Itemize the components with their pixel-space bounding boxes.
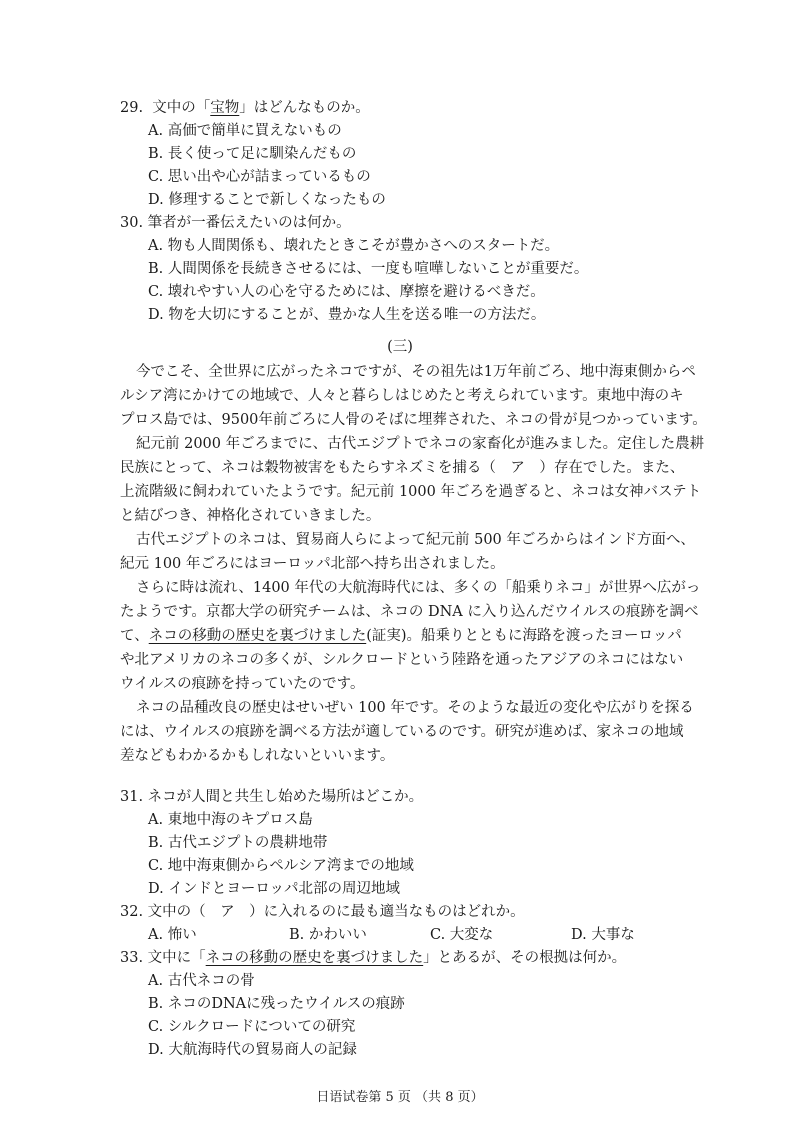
question-text: 」はどんなものか。 [239, 100, 370, 116]
question-29 [120, 98, 370, 118]
passage-line: 上流階級に飼われていたようです。紀元前 1000 年ごろを過ぎると、ネコは女神バステト [120, 484, 702, 500]
option-31b[interactable]: B. 古代エジプトの農耕地帯 [148, 835, 328, 851]
option-30c[interactable]: C. 壊れやすい人の心を守るためには、摩擦を避けるべきだ。 [148, 284, 545, 300]
option-32d[interactable]: D. 大事な [571, 927, 635, 943]
passage-line: と結びつき、神格化されていきました。 [120, 508, 381, 524]
option-29b[interactable]: B. 長く使って足に馴染んだもの [148, 146, 357, 162]
option-29c[interactable]: C. 思い出や心が詰まっているもの [148, 169, 371, 185]
passage-line: 古代エジプトのネコは、貿易商人らによって紀元前 500 年ごろからはインド方面へ、 [136, 532, 695, 548]
passage-line: には、ウイルスの痕跡を調べる方法が適しているのです。研究が進めば、家ネコの地域 [120, 724, 684, 740]
passage-line: ウイルスの痕跡を持っていたのです。 [120, 676, 365, 692]
option-30a[interactable]: A. 物も人間関係も、壊れたときこそが豊かさへのスタートだ。 [148, 238, 560, 254]
option-33c[interactable]: C. シルクロードについての研究 [148, 1019, 356, 1035]
options-32 [148, 925, 712, 945]
passage-line: 紀元前 2000 年ごろまでに、古代エジプトでネコの家畜化が進みました。定住した農耕 [136, 436, 705, 452]
option-30b[interactable]: B. 人間関係を長続きさせるには、一度も喧嘩しないことが重要だ。 [148, 261, 589, 277]
page-footer: 日语试卷第 5 页 （共 8 页） [316, 1090, 484, 1105]
option-30d[interactable]: D. 物を大切にすることが、豊かな人生を送る唯一の方法だ。 [148, 307, 546, 323]
underlined-phrase: ネコの移動の歴史を裏づけました [148, 628, 367, 644]
question-31: 31. ネコが人間と共生し始めた場所はどこか。 [120, 789, 424, 805]
option-32b[interactable]: B. かわいい [289, 927, 367, 943]
passage-line: たようです。京都大学の研究チームは、ネコの DNA に入り込んだウイルスの痕跡を調べ [120, 604, 699, 620]
option-33d[interactable]: D. 大航海時代の貿易商人の記録 [148, 1042, 357, 1058]
option-33b[interactable]: B. ネコのDNAに残ったウイルスの痕跡 [148, 996, 405, 1012]
passage-line: 民族にとって、ネコは穀物被害をもたらすネズミを捕る（ ア ）存在でした。また、 [120, 460, 685, 476]
option-33a[interactable]: A. 古代ネコの骨 [148, 973, 255, 989]
option-32c[interactable]: C. 大変な [430, 927, 494, 943]
passage-line: 紀元 100 年ごろにはヨーロッパ北部へ持ち出されました。 [120, 556, 505, 572]
option-31c[interactable]: C. 地中海東側からペルシア湾までの地域 [148, 858, 414, 874]
question-33: 33. 文中に「ネコの移動の歴史を裏づけました」とあるが、その根拠は何か。 [120, 950, 627, 966]
question-32: 32. 文中の（ ア ）に入れるのに最も適当なものはどれか。 [120, 904, 525, 920]
option-32a[interactable]: A. 怖い [148, 927, 197, 943]
passage-line: 差などもわかるかもしれないといいます。 [120, 748, 395, 764]
passage-line: 今でこそ、全世界に広がったネコですが、その祖先は1万年前ごろ、地中海東側からペ [136, 364, 696, 380]
passage-line: や北アメリカのネコの多くが、シルクロードという陸路を通ったアジアのネコにはない [120, 652, 684, 668]
passage-line: ネコの品種改良の歴史はせいぜい 100 年です。そのような最近の変化や広がりを探る [136, 700, 694, 716]
passage-line: さらに時は流れ、1400 年代の大航海時代には、多くの「船乗りネコ」が世界へ広がっ [136, 580, 701, 596]
passage-line: プロス島では、9500年前ごろに人骨のそばに埋葬された、ネコの骨が見つかっています。 [120, 412, 707, 428]
section-title: (三) [387, 339, 413, 355]
option-31d[interactable]: D. インドとヨーロッパ北部の周辺地域 [148, 881, 401, 897]
underlined-term: 宝物 [210, 100, 240, 116]
question-text: 文中の「 [152, 100, 211, 116]
passage-line: て、ネコの移動の歴史を裏づけました(証実)。船乗りとともに海路を渡ったヨーロッパ [120, 628, 682, 644]
passage-line: ルシア湾にかけての地域で、人々と暮らしはじめたと考えられています。東地中海のキ [120, 388, 684, 404]
option-29a[interactable]: A. 高価で簡単に買えないもの [148, 123, 342, 139]
option-29d[interactable]: D. 修理することで新しくなったもの [148, 192, 386, 208]
option-31a[interactable]: A. 東地中海のキプロス島 [148, 812, 313, 828]
underlined-phrase: ネコの移動の歴史を裏づけました [205, 950, 424, 966]
question-number: 29. [120, 100, 144, 116]
question-30: 30. 筆者が一番伝えたいのは何か。 [120, 215, 351, 231]
